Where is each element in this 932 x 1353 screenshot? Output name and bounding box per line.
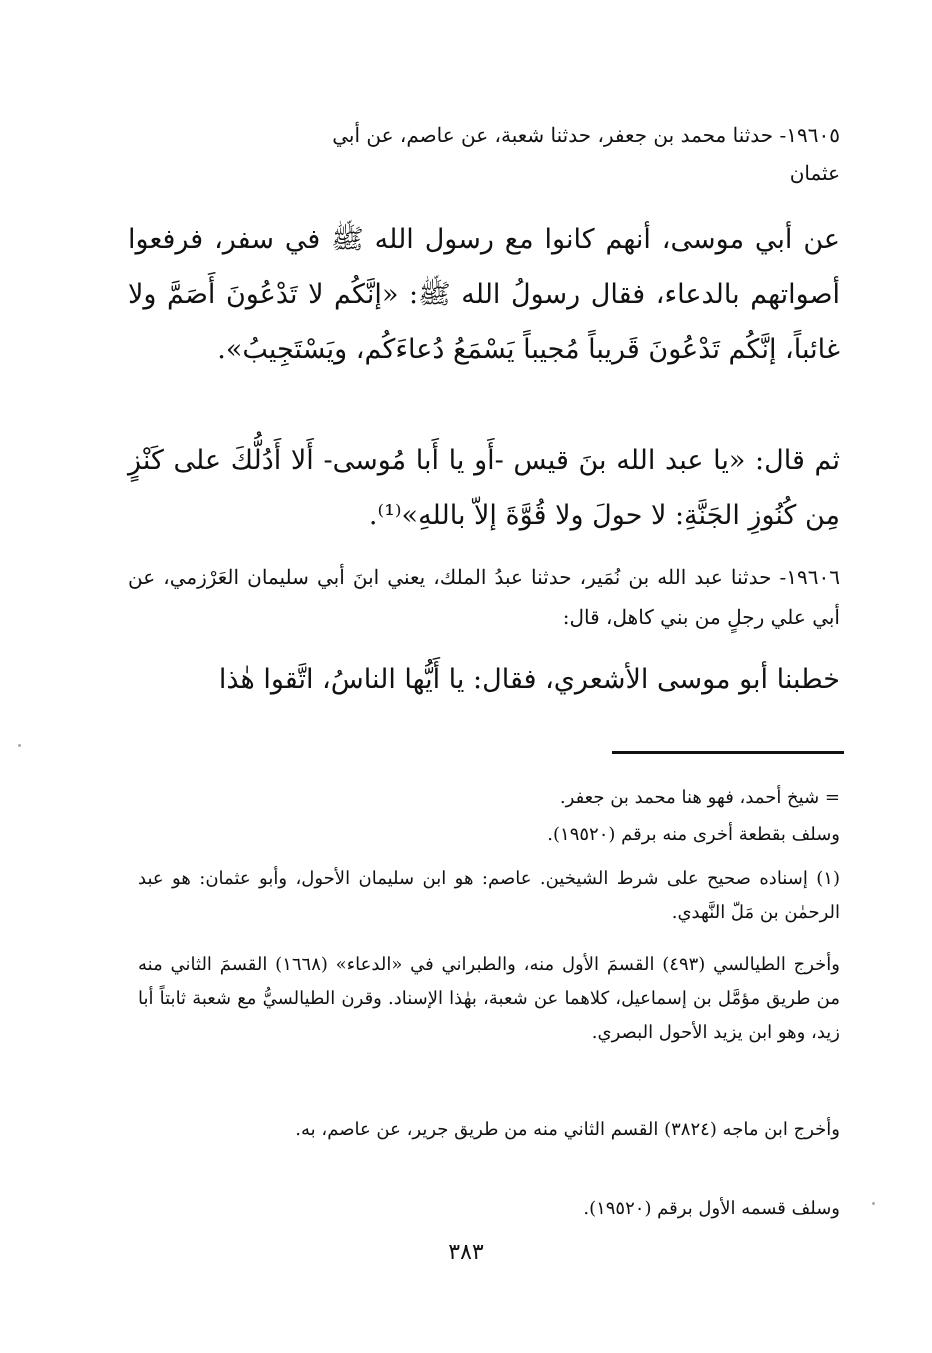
hadith-19605-isnad-line2: عثمان xyxy=(789,161,840,185)
footnote-1-grading: (١) إسناده صحيح على شرط الشيخين. عاصم: هو ابن سليمان الأحول، وأبو عثمان: هو عبد الرحمٰن بن مَلّ النَّهدي. xyxy=(138,868,840,923)
page-number: ٣٨٣ xyxy=(448,1240,484,1265)
footnote-cross-reference: وسلف بقطعة أخرى منه برقم (١٩٥٢٠). xyxy=(547,824,840,845)
hadith-19605-isnad-line1: ١٩٦٠٥- حدثنا محمد بن جعفر، حدثنا شعبة، عن عاصم، عن أبي xyxy=(332,123,840,147)
hadith-19606-matn-start: خطبنا أبو موسى الأشعري، فقال: يا أَيُّها الناسُ، اتَّقوا هٰذا xyxy=(218,664,840,695)
scan-speck xyxy=(872,1202,875,1205)
hadith-19605-matn-2: ثم قال: «يا عبد الله بنَ قيس -أَو يا أَبا مُوسى- أَلا أَدُلُّكَ على كَنْزٍ مِن كُنُوزِ الجَنَّةِ: لا حولَ ولا قُوَّةَ إلاّ باللهِ»⁽¹⁾. xyxy=(128,445,840,531)
hadith-19606-isnad: ١٩٦٠٦- حدثنا عبد الله بن نُمَير، حدثنا عبدُ الملك، يعني ابنَ أبي سليمان العَرْزمي، عن أبي علي رجلٍ من بني كاهل، قال: xyxy=(128,565,840,629)
footnote-continuation: = شيخ أحمد، فهو هنا محمد بن جعفر. xyxy=(559,787,840,808)
footnote-1-ibn-majah: وأخرج ابن ماجه (٣٨٢٤) القسم الثاني منه من طريق جرير، عن عاصم، به. xyxy=(295,1119,840,1140)
scan-speck xyxy=(18,744,21,747)
footnote-1-previous: وسلف قسمه الأول برقم (١٩٥٢٠). xyxy=(583,1198,840,1219)
footnote-separator xyxy=(612,751,844,754)
hadith-19605-matn-1: عن أبي موسى، أنهم كانوا مع رسول الله ﷺ في سفر، فرفعوا أصواتهم بالدعاء، فقال رسولُ الله ﷺ: «إنَّكُم لا تَدْعُونَ أَصَمَّ ولا غائباً، إنَّكُم تَدْعُونَ قَريباً مُجيباً يَسْمَعُ دُعاءَكُم، ويَسْتَجِيبُ». xyxy=(128,224,840,365)
footnote-1-takhrij: وأخرج الطيالسي (٤٩٣) القسمَ الأول منه، والطبراني في «الدعاء» (١٦٦٨) القسمَ الثاني منه من طريق مؤمَّل بن إسماعيل، كلاهما عن شعبة، بهٰذا الإسناد. وقرن الطيالسيُّ مع شعبة ثابتاً أبا زيد، وهو ابن يزيد الأحول البصري. xyxy=(138,954,840,1043)
